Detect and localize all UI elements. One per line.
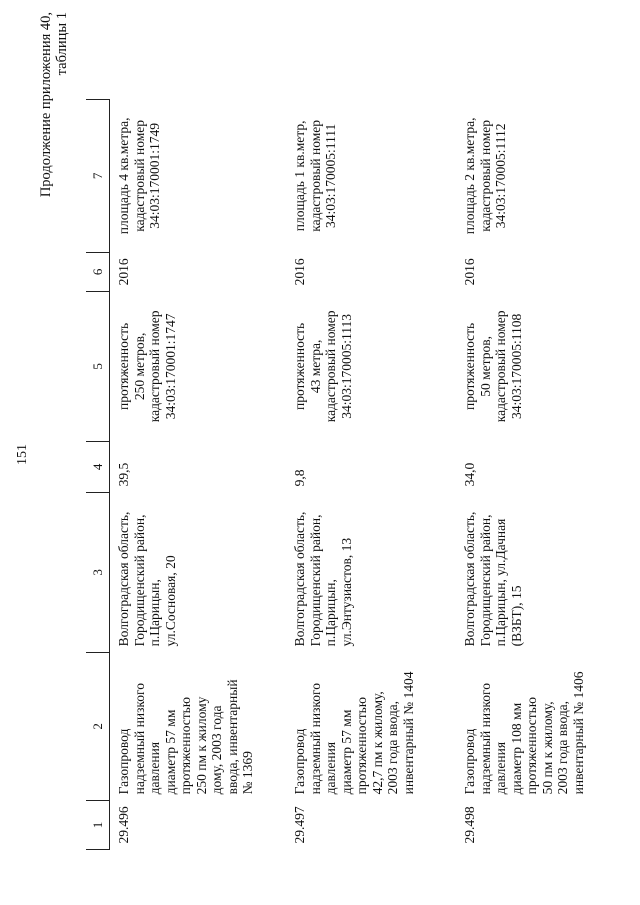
object-year: 2016 xyxy=(292,258,307,286)
col-header-1: 1 xyxy=(86,800,110,849)
col-header-6: 6 xyxy=(86,252,110,291)
property-table xyxy=(86,99,616,850)
object-name: Газопровод надземный низкого давления диаметр 57 мм протяженностью 42,7 пм к жилому, 2003 года ввода, инвентарный № 1404 xyxy=(292,671,416,795)
row-number: 29.497 xyxy=(292,806,307,844)
object-address: Волгоградская область, Городищенский район, п.Царицын, ул.Дачная (ВЗБТ), 15 xyxy=(462,511,524,647)
caption-line-1: Продолжение приложения 40, xyxy=(38,12,54,198)
object-length: протяженность 43 метра, кадастровый номер 34:03:170005:1113 xyxy=(292,310,354,423)
page-number: 151 xyxy=(15,444,30,465)
table-row xyxy=(110,99,287,849)
object-address: Волгоградская область, Городищенский район, п.Царицын, ул.Сосновая, 20 xyxy=(116,511,178,647)
object-note: площадь 1 кв.метр, кадастровый номер 34:03:170005:1111 xyxy=(292,119,338,232)
header-row xyxy=(86,99,110,849)
col-header-2: 2 xyxy=(86,652,110,800)
col-header-3: 3 xyxy=(86,492,110,652)
object-note: площадь 2 кв.метра, кадастровый номер 34:03:170005:1112 xyxy=(462,117,508,235)
object-name: Газопровод надземный низкого давления диаметр 57 мм протяженностью 250 пм к жилому дому, 2003 года ввода, инвентарный № 1369 xyxy=(116,679,255,795)
object-year: 2016 xyxy=(462,258,477,286)
object-length: протяженность 250 метров, кадастровый номер 34:03:170001:1747 xyxy=(116,310,178,423)
continuation-caption xyxy=(38,12,70,197)
row-number: 29.496 xyxy=(116,806,131,844)
col-header-7: 7 xyxy=(86,99,110,252)
object-address: Волгоградская область, Городищенский район, п.Царицын, ул.Энтузиастов, 13 xyxy=(292,511,354,647)
object-year: 2016 xyxy=(116,258,131,286)
col-header-4: 4 xyxy=(86,441,110,492)
table-row xyxy=(286,99,456,849)
object-length: протяженность 50 метров, кадастровый номер 34:03:170005:1108 xyxy=(462,310,524,423)
object-note: площадь 4 кв.метра, кадастровый номер 34:03:170001:1749 xyxy=(116,117,162,235)
caption-line-2: таблицы 1 xyxy=(54,12,70,76)
object-value: 39,5 xyxy=(116,462,131,487)
object-value: 9,8 xyxy=(292,469,307,487)
table-row xyxy=(456,99,616,849)
object-value: 34,0 xyxy=(462,462,477,487)
row-number: 29.498 xyxy=(462,806,477,844)
object-name: Газопровод надземный низкого давления диаметр 108 мм протяженностью 50 пм к жилому, 2003 года ввода, инвентарный № 1406 xyxy=(462,671,586,795)
col-header-5: 5 xyxy=(86,291,110,441)
